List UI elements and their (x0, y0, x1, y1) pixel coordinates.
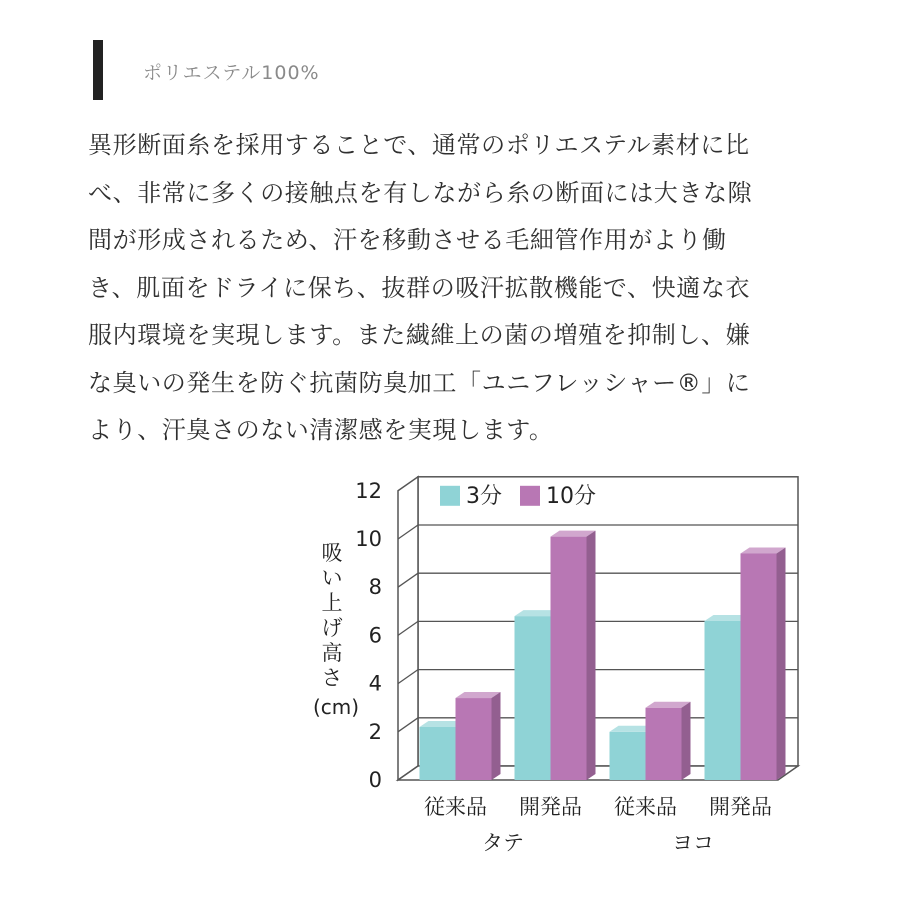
x-tick-label: 従来品 (614, 795, 677, 819)
bar-side (492, 692, 501, 780)
wicking-height-bar-chart (300, 470, 820, 870)
legend-swatch (520, 486, 540, 506)
y-tick-label: 10 (355, 527, 382, 551)
x-tick-label: 開発品 (709, 795, 772, 819)
bar-3min (610, 732, 646, 780)
legend-label: 10分 (546, 483, 596, 509)
x-tick-label: 従来品 (424, 795, 487, 819)
heading-accent-bar (93, 40, 103, 100)
bar-3min (705, 621, 741, 780)
y-axis-label-char: 上 (321, 591, 343, 615)
y-axis-unit: (cm) (312, 695, 360, 719)
bar-10min (456, 698, 492, 780)
x-group-label: ヨコ (672, 831, 714, 855)
bar-10min (551, 537, 587, 780)
y-tick-label: 0 (368, 768, 382, 792)
bar-3min (420, 727, 456, 780)
y-axis-label-char: さ (321, 666, 343, 690)
y-axis-label-char: 吸 (321, 541, 343, 565)
y-axis-label-char: げ (321, 616, 343, 640)
bar-10min (646, 708, 682, 780)
x-tick-label: 開発品 (519, 795, 582, 819)
x-group-label: タテ (482, 831, 524, 855)
bar-side (587, 531, 596, 780)
paragraph-line: 異形断面糸を採用することで、通常のポリエステル素材に比 (88, 131, 750, 159)
legend-swatch (440, 486, 460, 506)
paragraph-line: 服内環境を実現します。また繊維上の菌の増殖を抑制し、嫌 (88, 321, 751, 349)
bar-side (777, 547, 786, 780)
section-heading: ポリエステル100% (143, 62, 320, 84)
description-paragraph (88, 122, 818, 455)
paragraph-line: な臭いの発生を防ぐ抗菌防臭加工「ユニフレッシャー®」に (88, 368, 751, 397)
y-tick-label: 2 (368, 719, 382, 744)
y-axis-label-char: い (321, 566, 343, 590)
paragraph-line: べ、非常に多くの接触点を有しながら糸の断面には大きな隙 (88, 178, 753, 207)
y-tick-label: 12 (355, 478, 382, 503)
legend-label: 3分 (466, 483, 502, 509)
y-axis-label-char: 高 (321, 641, 343, 665)
y-tick-label: 4 (368, 671, 382, 696)
paragraph-line: き、肌面をドライに保ち、抜群の吸汗拡散機能で、快適な衣 (88, 273, 751, 302)
paragraph-line: 間が形成されるため、汗を移動させる毛細管作用がより働 (88, 226, 727, 254)
y-tick-label: 8 (368, 575, 382, 600)
paragraph-line: より、汗臭さのない清潔感を実現します。 (88, 416, 554, 444)
bar-10min (741, 553, 777, 780)
y-tick-label: 6 (368, 623, 382, 648)
bar-3min (515, 616, 551, 780)
bar-side (682, 702, 691, 780)
